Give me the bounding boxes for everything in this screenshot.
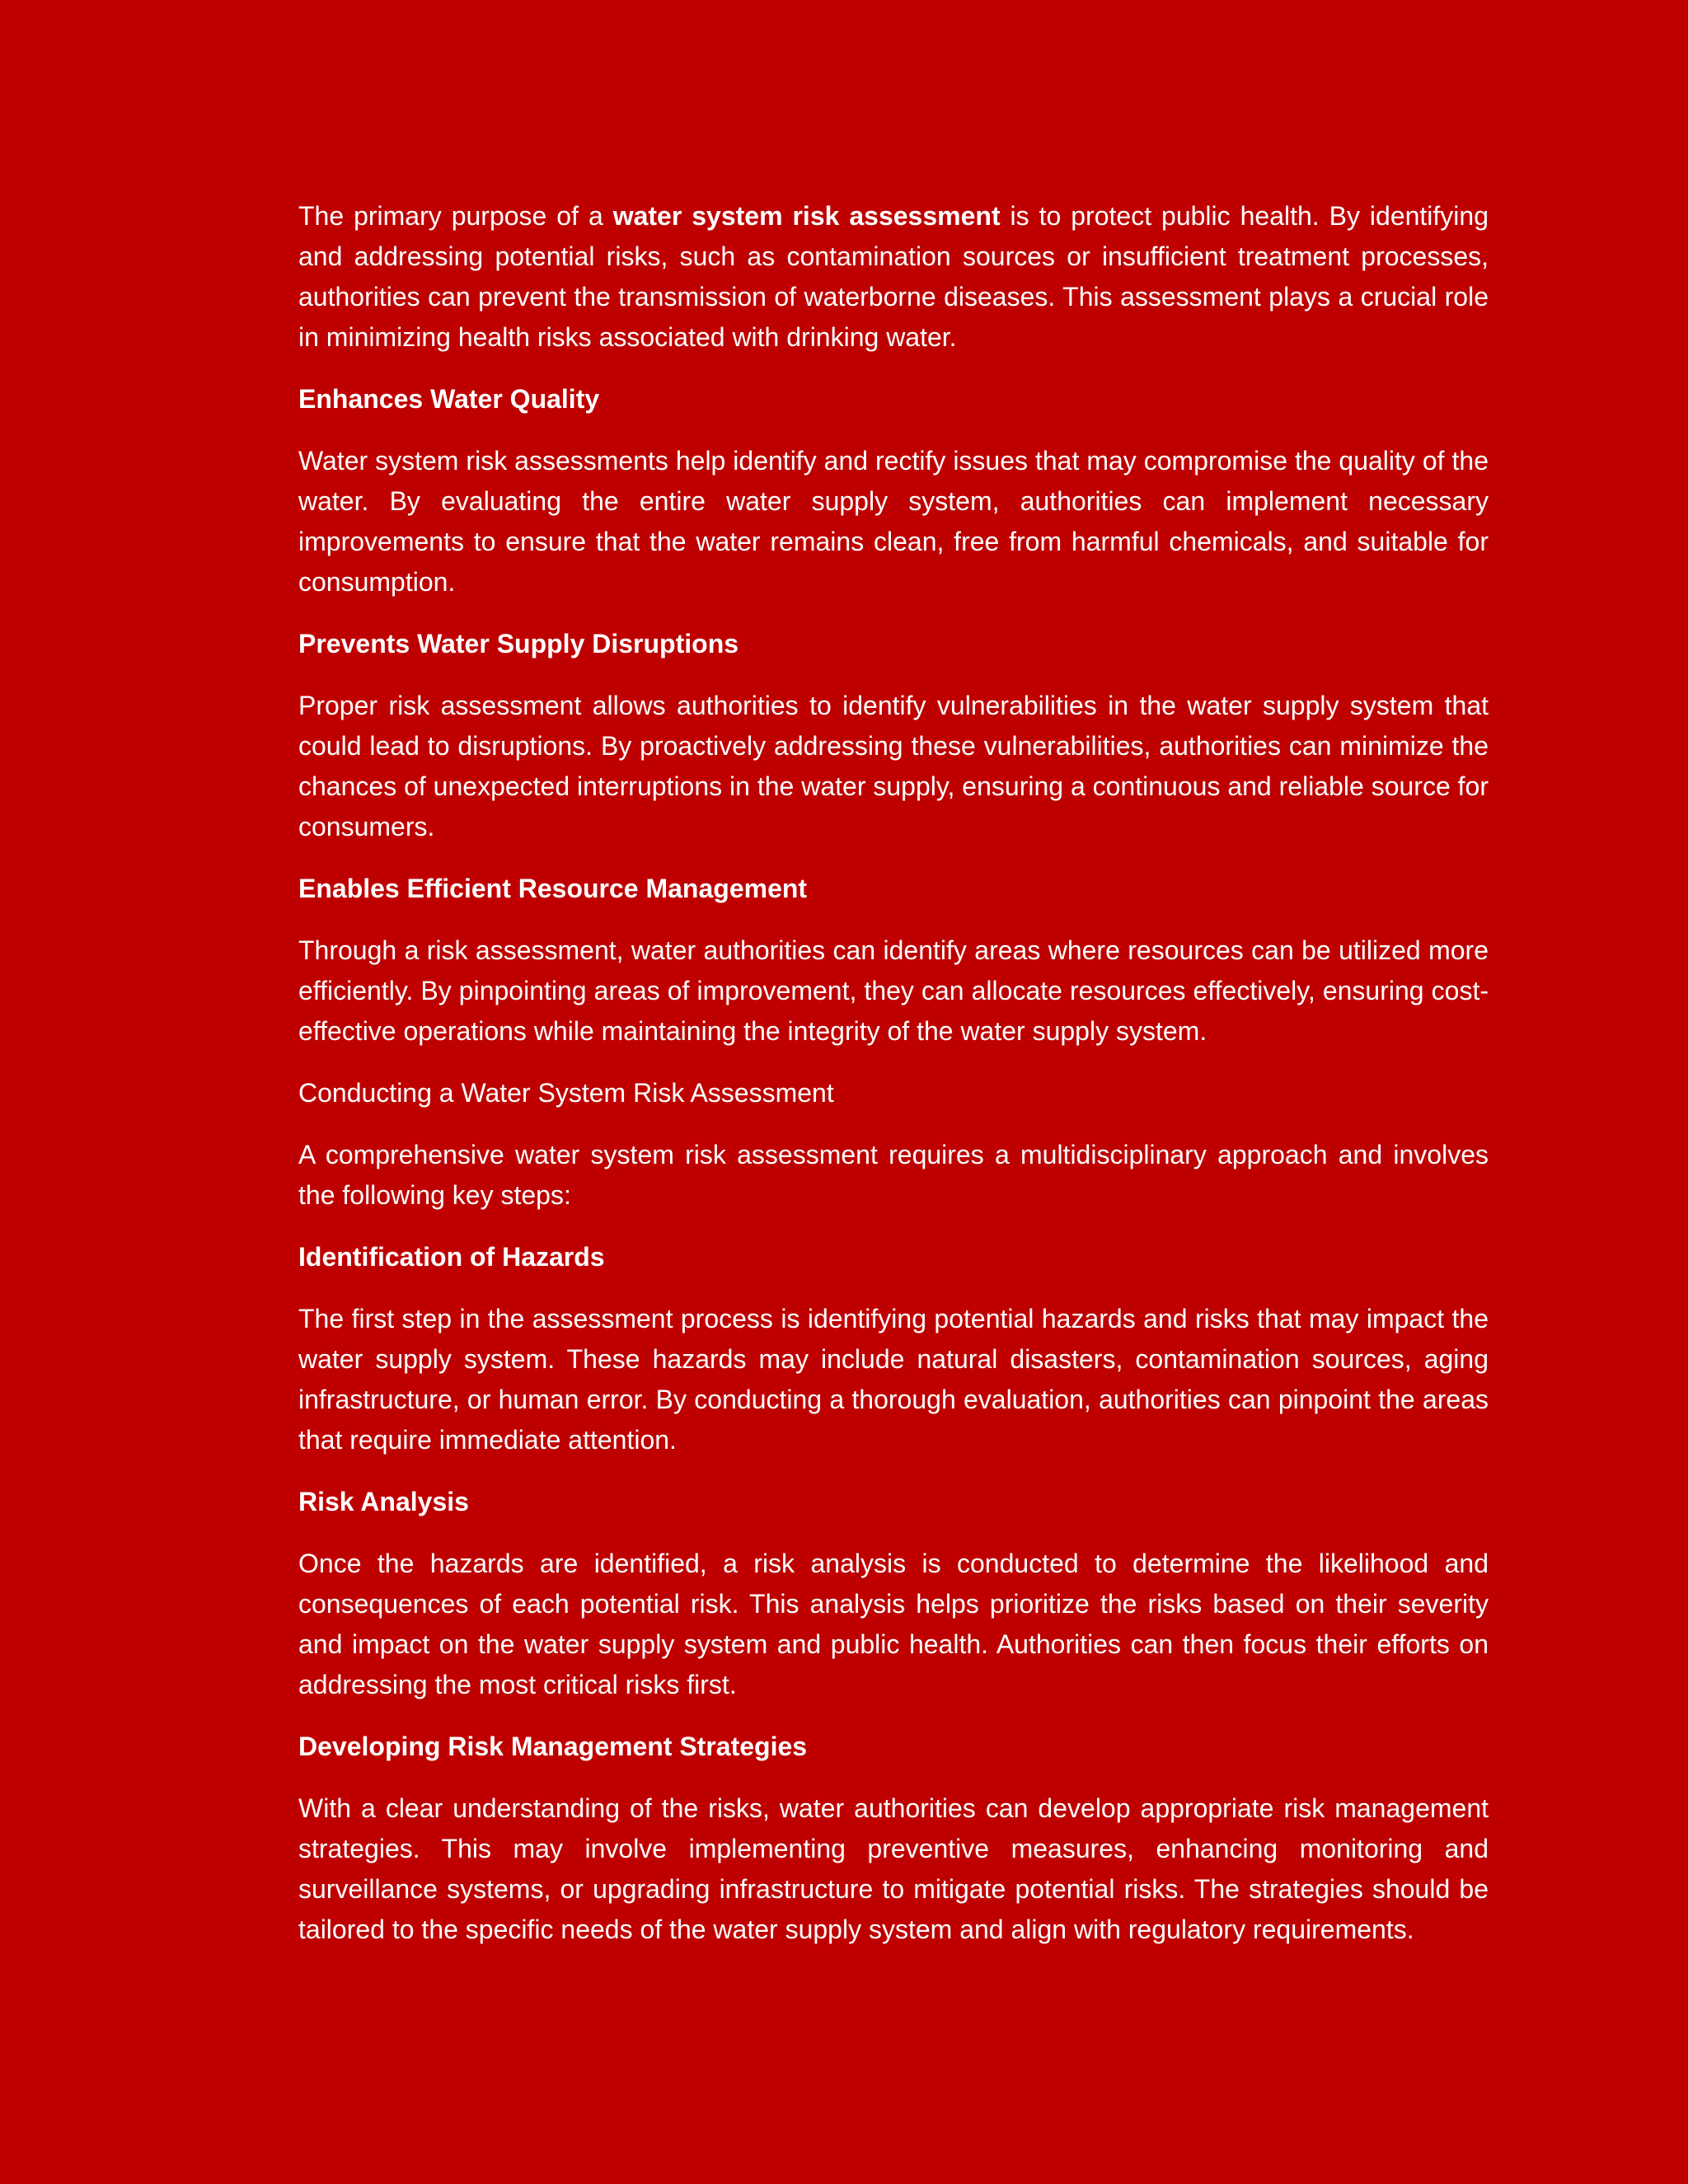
step-heading-risk-analysis: Risk Analysis: [298, 1487, 469, 1516]
section-body-resource-management: Through a risk assessment, water authorities can identify areas where resources can be utilized more efficiently. By pinpointing areas of improvement, they can allocate resources effectively, ensuring cost-effective operations while maintaining the integrity of the water supply system.: [298, 935, 1489, 1046]
section-heading-resource-management: Enables Efficient Resource Management: [298, 874, 808, 903]
section-body-water-quality: Water system risk assessments help identify and rectify issues that may compromise the quality of the water. By evaluating the entire water supply system, authorities can implement necessary improvements to ensure that the water remains clean, free from harmful chemicals, and suitable for consumption.: [298, 446, 1489, 597]
step-body-risk-management-strategies: With a clear understanding of the risks, water authorities can develop appropriate risk management strategies. This may involve implementing preventive measures, enhancing monitoring and surveillance systems, or upgrading infrastructure to mitigate potential risks. The strategies should be tailored to the specific needs of the water supply system and align with regulatory requirements.: [298, 1793, 1489, 1944]
conducting-heading: Conducting a Water System Risk Assessment: [298, 1078, 834, 1108]
intro-text-after: is to protect public health. By identifying and addressing potential risks, such as contamination sources or insufficient treatment processes, authorities can prevent the transmission of waterborne diseases. This assessment plays a crucial role in minimizing health risks associated with drinking water.: [298, 201, 1489, 352]
intro-bold-term: water system risk assessment: [612, 201, 1001, 231]
section-heading-supply-disruptions: Prevents Water Supply Disruptions: [298, 629, 739, 658]
step-body-risk-analysis: Once the hazards are identified, a risk analysis is conducted to determine the likelihood and consequences of each potential risk. This analysis helps prioritize the risks based on their severity and impact on the water supply system and public health. Authorities can then focus their efforts on addressing the most critical risks first.: [298, 1549, 1489, 1699]
conducting-body: A comprehensive water system risk assessment requires a multidisciplinary approach and involves the following key steps:: [298, 1140, 1489, 1210]
section-heading-water-quality: Enhances Water Quality: [298, 384, 600, 414]
step-body-identification-of-hazards: The first step in the assessment process is identifying potential hazards and risks that may impact the water supply system. These hazards may include natural disasters, contamination sources, aging infrastructure, or human error. By conducting a thorough evaluation, authorities can pinpoint the areas that require immediate attention.: [298, 1304, 1489, 1455]
section-body-supply-disruptions: Proper risk assessment allows authorities to identify vulnerabilities in the water supply system that could lead to disruptions. By proactively addressing these vulnerabilities, authorities can minimize the chances of unexpected interruptions in the water supply, ensuring a continuous and reliable source for consumers.: [298, 691, 1489, 841]
intro-paragraph: [298, 196, 1489, 358]
step-heading-identification-of-hazards: Identification of Hazards: [298, 1242, 605, 1272]
document-content: [298, 196, 1489, 1950]
step-heading-risk-management-strategies: Developing Risk Management Strategies: [298, 1732, 808, 1761]
intro-text-before: The primary purpose of a: [298, 201, 613, 231]
